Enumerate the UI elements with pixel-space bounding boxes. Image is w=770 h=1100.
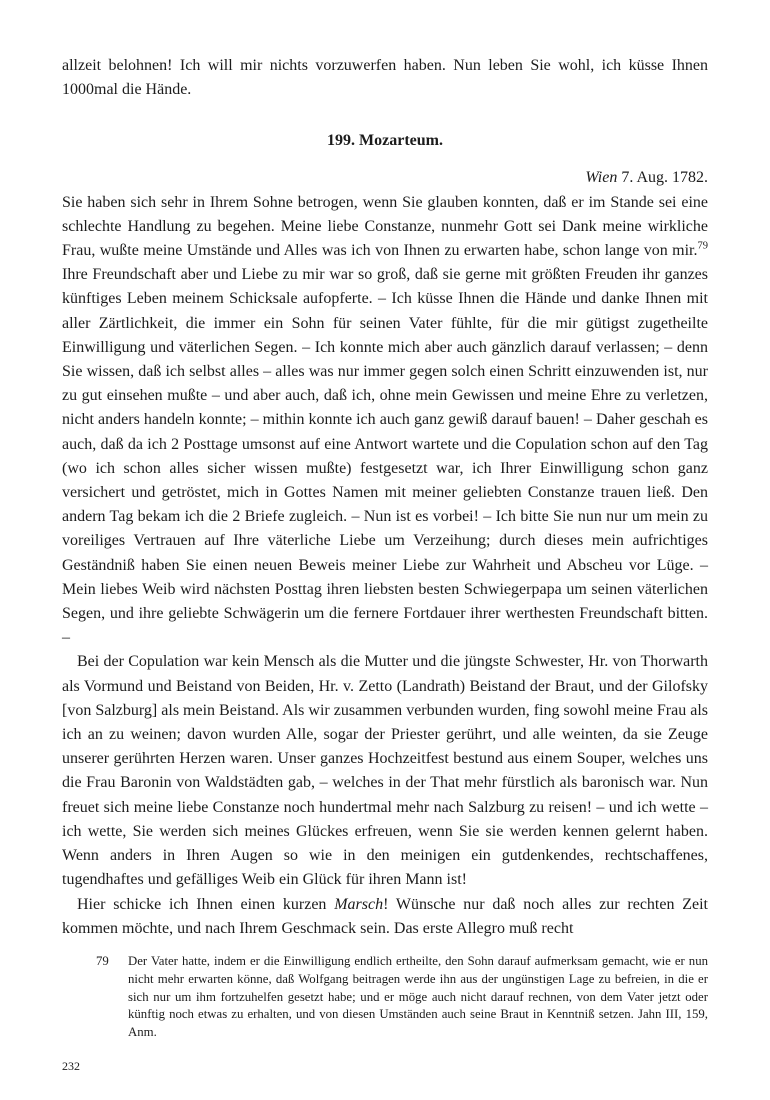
carryover-paragraph: allzeit belohnen! Ich will mir nichts vorzuwerfen haben. Nun leben Sie wohl, ich küsse Ihnen 1000mal die Hände. <box>62 57 708 99</box>
footnote-reference-marker: 79 <box>697 240 708 252</box>
letter-paragraph-3 <box>62 893 708 941</box>
letter-paragraph-1 <box>62 191 708 651</box>
footnote-number: 79 <box>96 953 109 968</box>
dateline <box>62 166 708 190</box>
footnote-text: Der Vater hatte, indem er die Einwilligung endlich ertheilte, den Sohn darauf aufmerksam gemacht, wie er nun nicht mehr erwarten könne, daß Wolfgang beitragen werde ihn aus der ungünstigen Lage zu befreien, in die er sich nur um ihm fortzuhelfen gesetzt habe; und er möge auch nicht darauf rechnen, von dem Vater jetzt oder künftig noch etwas zu erhalten, und von diesen Umständen auch seine Braut in Kenntniß setzen. Jahn III, 159, Anm. <box>128 953 708 1040</box>
paragraph-3-text-before-italic: Hier schicke ich Ihnen einen kurzen <box>77 895 335 913</box>
dateline-place: Wien <box>585 169 618 187</box>
footnote-block <box>0 953 770 1042</box>
page-number: 232 <box>62 1059 80 1073</box>
paragraph-1-text-after-ref: Ihre Freundschaft aber und Liebe zu mir war so groß, daß sie gerne mit größten Freuden ihr ganzes künftiges Leben meinem Schicksale aufopferte. – Ich küsse Ihnen die Hände und danke Ihnen mit aller Zärtlichkeit, die immer ein Sohn für seinen Vater fühlte, für die mir gütigst zugetheilte Einwilligung und väterlichen Segen. – Ich konnte mich aber auch gänzlich darauf verlassen; – denn Sie wissen, daß ich selbst alles – alles was nur immer gegen solch einen Schritt einzuwenden ist, nur zu gut einsehen mußte – und aber auch, daß ich, ohne mein Gewissen und meine Ehre zu verletzen, nicht anders handeln konnte; – mithin konnte ich auch ganz gewiß darauf bauen! – Daher geschah es auch, daß da ich 2 Posttage umsonst auf eine Antwort wartete und die Copulation schon auf den Tag (wo ich schon alles sicher wissen mußte) festgesetzt war, ich Ihrer Einwilligung schon ganz versichert und getröstet, mich in Gottes Namen mit meiner geliebten Constanze trauen ließ. Den andern Tag bekam ich die 2 Briefe zugleich. – Nun ist es vorbei! – Ich bitte Sie nun nur um mein zu voreiliges Vertrauen auf Ihre väterliche Liebe um Verzeihung; durch dieses mein aufrichtiges Geständniß haben Sie einen neuen Beweis meiner Liebe zur Wahrheit und Abscheu vor Lüge. – Mein liebes Weib wird nächsten Posttag ihren liebsten besten Schwiegerpapa um seinen väterlichen Segen, und ihre geliebte Schwägerin um die fernere Fortdauer ihrer werthesten Freundschaft bitten. – <box>62 266 708 647</box>
paragraph-1-text-before-ref: Sie haben sich sehr in Ihrem Sohne betrogen, wenn Sie glauben konnten, daß er im Stande sei eine schlechte Handlung zu begehen. Meine liebe Constanze, nunmehr Gott sei Dank meine wirkliche Frau, wußte meine Umstände und Alles was ich von Ihnen zu erwarten habe, schon lange von mir. <box>62 193 708 260</box>
dateline-date: 7. Aug. 1782. <box>617 169 708 187</box>
letter-paragraph-2: Bei der Copulation war kein Mensch als die Mutter und die jüngste Schwester, Hr. von Thorwarth als Vormund und Beistand von Beiden, Hr. v. Zetto (Landrath) Beistand der Braut, und der Gilofsky [von Salzburg] als mein Beistand. Als wir zusammen verbunden wurden, fing sowohl meine Frau als ich an zu weinen; davon wurden Alle, sogar der Priester gerührt, und alle weinten, da sie Zeuge unserer gerührten Herzen waren. Unser ganzes Hochzeitfest bestund aus einem Souper, welches uns die Frau Baronin von Waldstädten gab, – welches in der That mehr fürstlich als baronisch war. Nun freuet sich meine liebe Constanze noch hundertmal mehr nach Salzburg zu reisen! – und ich wette – ich wette, Sie werden sich meines Glückes erfreuen, wenn Sie sie werden kennen gelernt haben. Wenn anders in Ihren Augen so wie in den meinigen ein gutdenkendes, rechtschaffenes, tugendhaftes und gefälliges Weib ein Glück für ihren Mann ist! <box>62 653 708 889</box>
letter-heading: 199. Mozarteum. <box>327 132 443 150</box>
paragraph-3-text-after-italic: ! Wünsche nur daß noch alles zur rechten Zeit kommen möchte, und nach Ihrem Geschmack sein. Das erste Allegro muß recht <box>62 895 709 937</box>
marsch-italic-word: Marsch <box>334 895 384 913</box>
